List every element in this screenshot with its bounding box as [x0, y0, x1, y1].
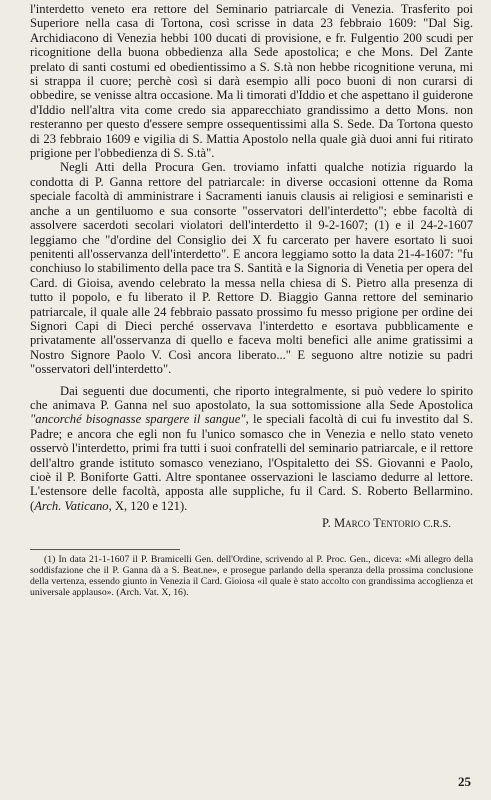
paragraph-1: l'interdetto veneto era rettore del Seminario patriarcale di Venezia. Trasferito poi Superiore nella casa di Tortona, così scrisse in data 23 febbraio 1609: "Dal Sig. Archidiacono di Venezia hebbi 100 ducati di provisione, e fr. Fulgentio 200 scudi per ricognitione della buona obbedienza alla Sede apostolica; e che Mons. Del Zante prelato di santi costumi ed obedientissimo a S. S.tà non hebbe ricognitione veruna, mi si strappa il cuore; perchè così si darà esempio alli poco buoni di non curarsi di obbedire, se venisse altra occasione. Ma li timorati d'Iddio et che aspettano il guiderone d'Iddio nell'altra vita come credo sia apparecchiato grandissimo a detto Mons. non resteranno per questo d'essere sempre ossequentissimi alla S. Sede. Da Tortona questo di 23 febbraio 1609 e vigilia di S. Mattia Apostolo nella quale già duoi anni fui ritirato prigione per l'obbedienza di S. S.tà". [30, 2, 473, 161]
footnote-mark: (1) [44, 553, 56, 565]
paragraph-3-text-end: , X, 120 e 121). [108, 498, 188, 513]
footnote-text: In data 21-1-1607 il P. Bramicelli Gen. dell'Ordine, scrivendo al P. Proc. Gen., diceva: «Mi allegro della soddisfazione che il P. Ganna dà a S. Beat.ne», e prosegue parlando della speranza della prossima conclusione della vertenza, essendo giunto in Venezia il Card. Gioiosa «il quale è stato accolto con grandissima accoglienza et universale applauso». (Arch. Vat. X, 16). [30, 553, 473, 598]
paragraph-3-text-continued: , le speciali facoltà di cui fu investito dal S. Padre; e ancora che egli non fu l'unico somasco che in Venezia e nello stato veneto osservò l'interdetto, primi fra tutti i suoi confratelli del seminario patriarcale, e il rettore dell'altro grande istituto somasco veneziano, l'Ospitaletto dei SS. Giovanni e Paolo, cioè il P. Boniforte Gatti. Altre spontanee osservazioni le lasciamo dedurre al lettore. L'estensore delle facoltà, apposta alle suppliche, fu il Card. S. Roberto Bellarmino. ( [30, 412, 473, 513]
author-name: P. Marco Tentorio [322, 516, 421, 531]
author-order: C.R.S. [423, 519, 451, 531]
signature [30, 516, 451, 532]
archive-reference: Arch. Vaticano [34, 498, 109, 513]
footnote [30, 554, 473, 598]
page-number: 25 [458, 774, 471, 789]
paragraph-3 [30, 384, 473, 514]
body-text [30, 2, 473, 513]
footnote-divider [30, 549, 180, 550]
paragraph-2: Negli Atti della Procura Gen. troviamo infatti qualche notizia riguardo la condotta di P. Ganna rettore del patriarcale: in diverse occasioni ottenne da Roma speciale facoltà di amministrare i Sacramenti ianuis clausis ai religiosi e seminaristi e anche a un gentiluomo e sua consorte "osservatori dell'interdetto"; ebbe facoltà di assolvere sacerdoti secolari violatori dell'interdetto il 9-2-1607; (1) e il 24-2-1607 leggiamo che "d'ordine del Consiglio dei X fu carcerato per havere esortato li suoi penitenti all'osservanza dell'interdetto". E ancora leggiamo sotto la data 21-4-1607: "fu conchiuso lo stabilimento della pace tra S. Santità e la Signoria di Venetia per opera del Card. di Gioisa, avendo celebrato la messa nella chiesa di S. Pietro alla presenza di tutto il popolo, e fu liberato il P. Rettore D. Biaggio Ganna rettore del seminario patriarcale, il quale alle 24 febbraio passato prossimo fu messo prigione per ordine dei Signori Capi di Dieci perché osservava l'interdetto e esortava pubblicamente e privatamente all'osservanza di quello e faceva molti benefici alle anime gratissimi a Nostro Signore Paolo V. Così ancora liberato..." E seguono altre notizie su padri "osservatori dell'interdetto". [30, 160, 473, 377]
quoted-phrase: "ancorché bisognasse spargere il sangue" [30, 412, 246, 427]
paragraph-3-text: Dai seguenti due documenti, che riporto integralmente, si può vedere lo spirito che animava P. Ganna nel suo apostolato, la sua sottomissione alla Sede Apostolica [30, 383, 473, 412]
